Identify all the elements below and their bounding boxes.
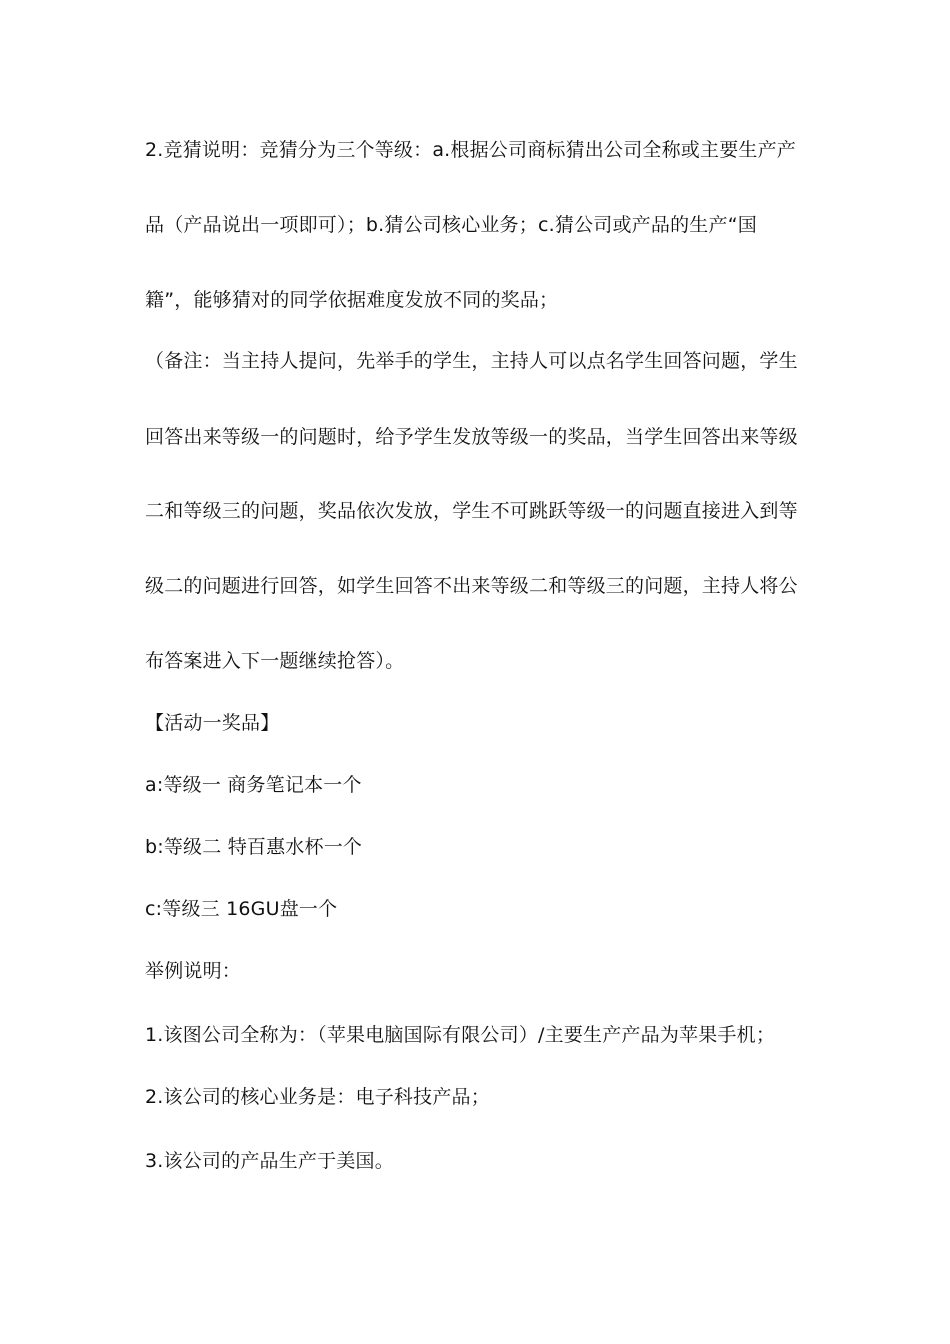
note-line-5: 布答案进入下一题继续抢答）。 bbox=[145, 650, 405, 672]
prize-item-c: c:等级三 16GU盘一个 bbox=[145, 898, 338, 920]
note-line-4: 级二的问题进行回答，如学生回答不出来等级二和等级三的问题，主持人将公 bbox=[145, 575, 798, 597]
example-item-2: 2.该公司的核心业务是：电子科技产品； bbox=[145, 1086, 490, 1108]
description-line-1: 2.竞猜说明：竞猜分为三个等级：a.根据公司商标猜出公司全称或主要生产产 bbox=[145, 139, 797, 161]
example-item-1: 1.该图公司全称为：（苹果电脑国际有限公司）/主要生产产品为苹果手机； bbox=[145, 1024, 776, 1046]
description-line-3: 籍”，能够猜对的同学依据难度发放不同的奖品； bbox=[145, 289, 559, 311]
prizes-heading: 【活动一奖品】 bbox=[145, 712, 280, 734]
prize-item-b: b:等级二 特百惠水杯一个 bbox=[145, 836, 363, 858]
note-line-3: 二和等级三的问题，奖品依次发放，学生不可跳跃等级一的问题直接进入到等 bbox=[145, 500, 798, 522]
prize-item-a: a:等级一 商务笔记本一个 bbox=[145, 774, 362, 796]
example-heading: 举例说明： bbox=[145, 960, 242, 982]
note-line-2: 回答出来等级一的问题时，给予学生发放等级一的奖品，当学生回答出来等级 bbox=[145, 426, 798, 448]
example-item-3: 3.该公司的产品生产于美国。 bbox=[145, 1150, 394, 1172]
note-line-1: （备注：当主持人提问，先举手的学生，主持人可以点名学生回答问题，学生 bbox=[145, 350, 798, 372]
description-line-2: 品（产品说出一项即可）；b.猜公司核心业务；c.猜公司或产品的生产“国 bbox=[145, 214, 757, 236]
